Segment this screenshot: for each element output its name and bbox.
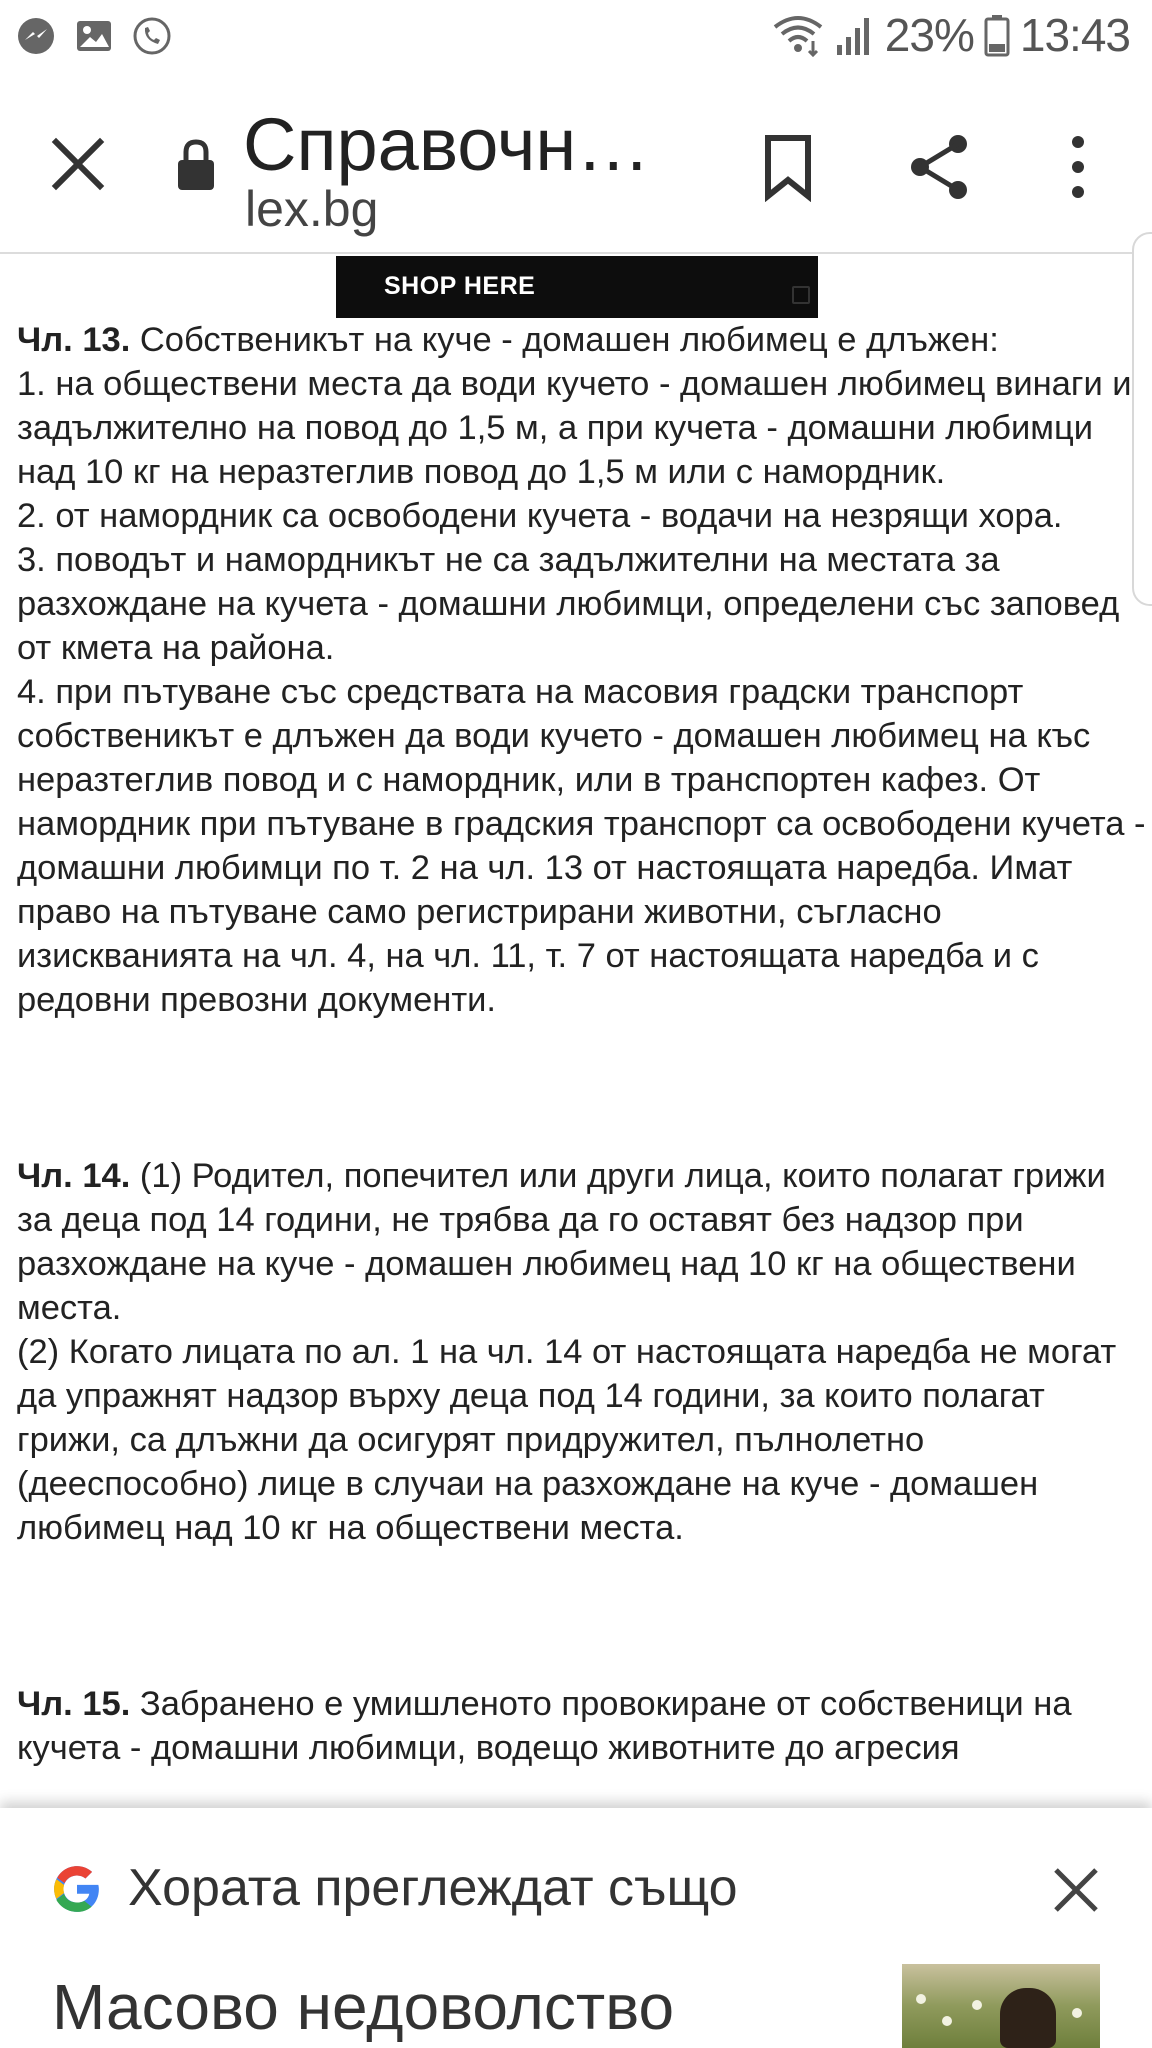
related-bottom-sheet[interactable] [0,1808,1152,2048]
thumb-flower [1072,2008,1082,2018]
messenger-icon [16,16,56,56]
article-14-para-1 [17,1154,1147,1330]
more-vert-icon[interactable] [1060,132,1096,202]
custom-tab-toolbar [0,76,1152,254]
ad-label: SHOP HERE [384,272,536,300]
thumb-flower [972,2000,982,2010]
article-13-item-2: 2. от намордник са освободени кучета - водачи на незрящи хора. [17,497,1063,535]
article-13-item-4: 4. при пътуване със средствата на масовия градски транспорт собственикът е длъжен да води кучето - домашен любимец на къс неразтеглив повод и с намордник, или в транспортен кафез. От намордник при пътуване в градския транспорт са освободени кучета - домашни любимци по т. 2 на чл. 13 от настоящата наредба. Имат право на пътуване само регистрирани животни, съгласно изискванията на чл. 4, на чл. 11, т. 7 от настоящата наредба и с редовни превозни документи. [17,673,1146,1019]
battery-percent: 23% [884,9,974,61]
wifi-icon [771,13,825,57]
battery-icon [984,13,1010,57]
article-13-intro-text: Собственикът на куче - домашен любимец е длъжен: [139,321,999,359]
article-14-para-1-text: (1) Родител, попечител или други лица, които полагат грижи за деца под 14 години, не трябва да го оставят без надзор при разхождане на куче - домашен любимец над 10 кг на обществени места. [17,1157,1106,1327]
article-15-text: Забранено е умишленото провокиране от собственици на кучета - домашни любимци, водещо животните до агресия [17,1685,1072,1767]
article-13-item-1: 1. на обществени места да води кучето - домашен любимец винаги и задължително на повод до 1,5 м, а при кучета - домашни любимци над 10 кг на неразтеглив повод до 1,5 м или с намордник. [17,365,1132,491]
related-thumbnail[interactable] [902,1964,1100,2048]
article-13-label: Чл. 13. [17,321,131,359]
article-13-item-3: 3. поводът и намордникът не са задължителни на местата за разхождане на кучета - домашни любимци, определени със заповед от кмета на района. [17,541,1120,667]
gallery-icon [74,16,114,56]
thumb-flower [942,2016,952,2026]
article-15-label: Чл. 15. [17,1685,131,1723]
paragraph-gap [17,1022,1147,1154]
article-14-para-2: (2) Когато лицата по ал. 1 на чл. 14 от настоящата наредба не могат да упражнят надзор върху деца под 14 години, за които полагат грижи, са длъжни да осигурят придружител, пълнолетно (дееспособно) лице в случаи на разхождане на куче - домашен любимец над 10 кг на обществени места. [17,1333,1117,1547]
google-logo-icon [52,1864,102,1914]
share-icon[interactable] [906,132,972,202]
page-domain: lex.bg [245,181,379,237]
lock-icon [176,138,216,192]
page-title: Справочн… [243,103,651,186]
bookmark-icon[interactable] [758,132,818,202]
sheet-close-icon[interactable] [1052,1866,1100,1914]
close-icon[interactable] [48,134,108,194]
paragraph-gap [17,1550,1147,1682]
article-13-intro [17,318,1147,362]
signal-icon [835,13,875,57]
clock: 13:43 [1019,9,1130,61]
status-bar [0,0,1152,76]
call-icon [132,16,172,56]
related-headline[interactable]: Масово недоволство [52,1971,675,2043]
article-body [17,318,1147,1770]
article-15 [17,1682,1147,1770]
ad-banner[interactable] [336,256,818,318]
thumb-dog [1000,1988,1056,2048]
thumb-flower [916,1994,926,2004]
article-14-label: Чл. 14. [17,1157,131,1195]
sheet-title: Хората преглеждат също [128,1859,738,1917]
ad-choices-icon[interactable] [792,286,810,304]
